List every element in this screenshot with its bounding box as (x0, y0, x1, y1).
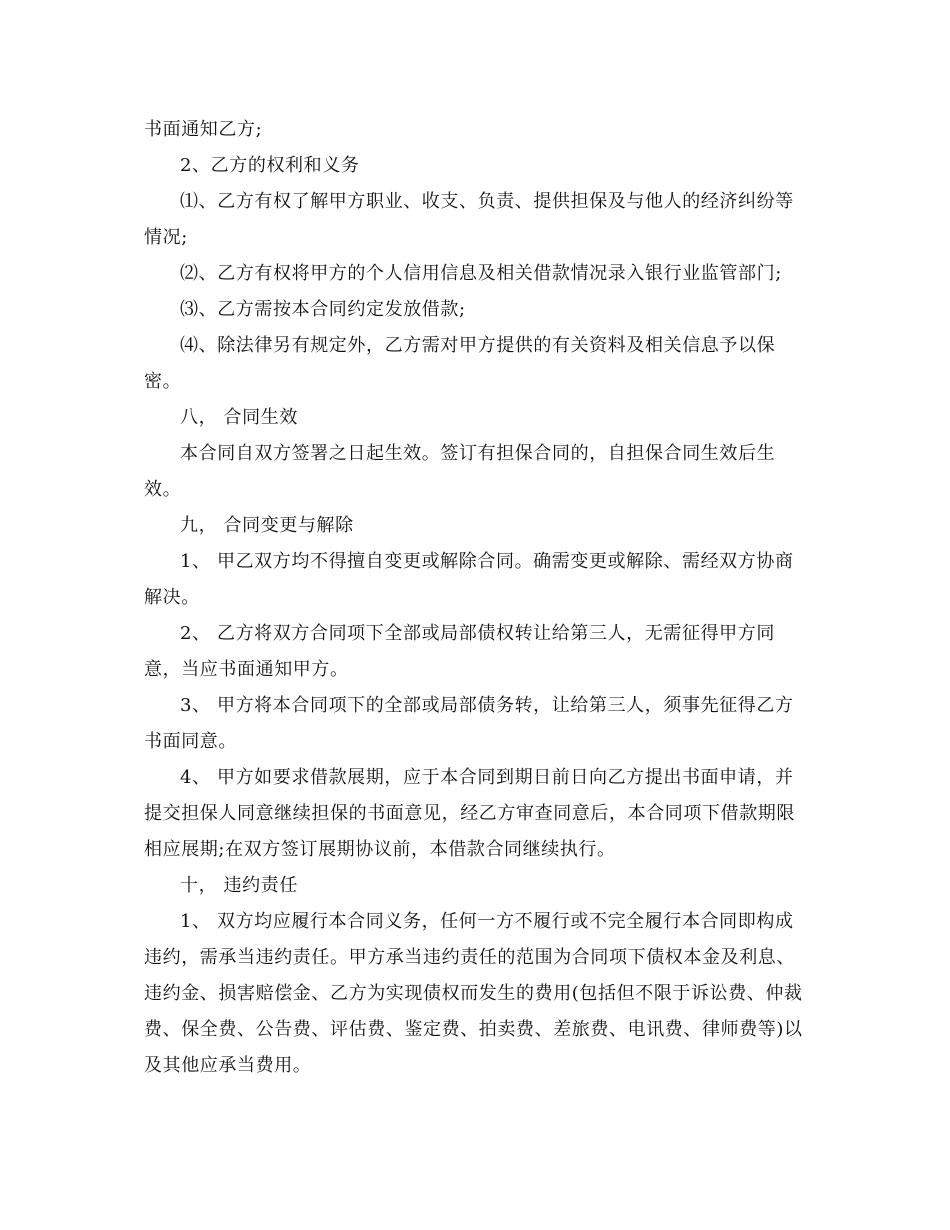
text-line: 2、 乙方将双方合同项下全部或局部债权转让给第三人，无需征得甲方同 (180, 623, 775, 644)
text-line: 违约，需承当违约责任。甲方承当违约责任的范围为合同项下债权本金及利息、 (144, 947, 795, 968)
text-line: 1、 甲乙双方均不得擅自变更或解除合同。确需变更或解除、需经双方协商 (180, 551, 794, 572)
text-line: 违约金、损害赔偿金、乙方为实现债权而发生的费用(包括但不限于诉讼费、仲裁 (144, 983, 803, 1004)
text-line: 本合同自双方签署之日起生效。签订有担保合同的，自担保合同生效后生 (180, 443, 776, 464)
text-line: 书面同意。 (144, 731, 237, 752)
text-line: 情况; (144, 227, 188, 248)
text-line: ⑷、除法律另有规定外，乙方需对甲方提供的有关资料及相关信息予以保 (180, 335, 776, 356)
document-body (144, 112, 814, 1084)
text-line: 及其他应承当费用。 (144, 1055, 312, 1076)
text-line: 相应展期;在双方签订展期协议前，本借款合同继续执行。 (144, 839, 616, 860)
text-line: ⑶、乙方需按本合同约定发放借款; (180, 299, 466, 320)
text-line: 费、保全费、公告费、评估费、鉴定费、拍卖费、差旅费、电讯费、律师费等)以 (144, 1019, 803, 1040)
text-line: 4、 甲方如要求借款展期，应于本合同到期日前日向乙方提出书面申请，并 (180, 767, 794, 788)
text-line: ⑴、乙方有权了解甲方职业、收支、负责、提供担保及与他人的经济纠纷等 (180, 191, 794, 212)
text-line: 效。 (144, 479, 182, 500)
text-line: 密。 (144, 371, 182, 392)
text-line: 1、 双方均应履行本合同义务，任何一方不履行或不完全履行本合同即构成 (180, 911, 794, 932)
text-line: 书面通知乙方; (144, 119, 263, 140)
text-line: ⑵、乙方有权将甲方的个人信用信息及相关借款情况录入银行业监管部门; (180, 263, 782, 284)
text-line: 九， 合同变更与解除 (180, 515, 354, 536)
text-line: 提交担保人同意继续担保的书面意见，经乙方审查同意后，本合同项下借款期限 (144, 803, 795, 824)
text-line: 意，当应书面通知甲方。 (144, 659, 349, 680)
text-line: 八， 合同生效 (180, 407, 298, 428)
text-line: 十， 违约责任 (180, 875, 298, 896)
text-line: 3、 甲方将本合同项下的全部或局部债务转，让给第三人，须事先征得乙方 (180, 695, 794, 716)
text-line: 解决。 (144, 587, 200, 608)
text-line: 2、乙方的权利和义务 (180, 155, 360, 176)
